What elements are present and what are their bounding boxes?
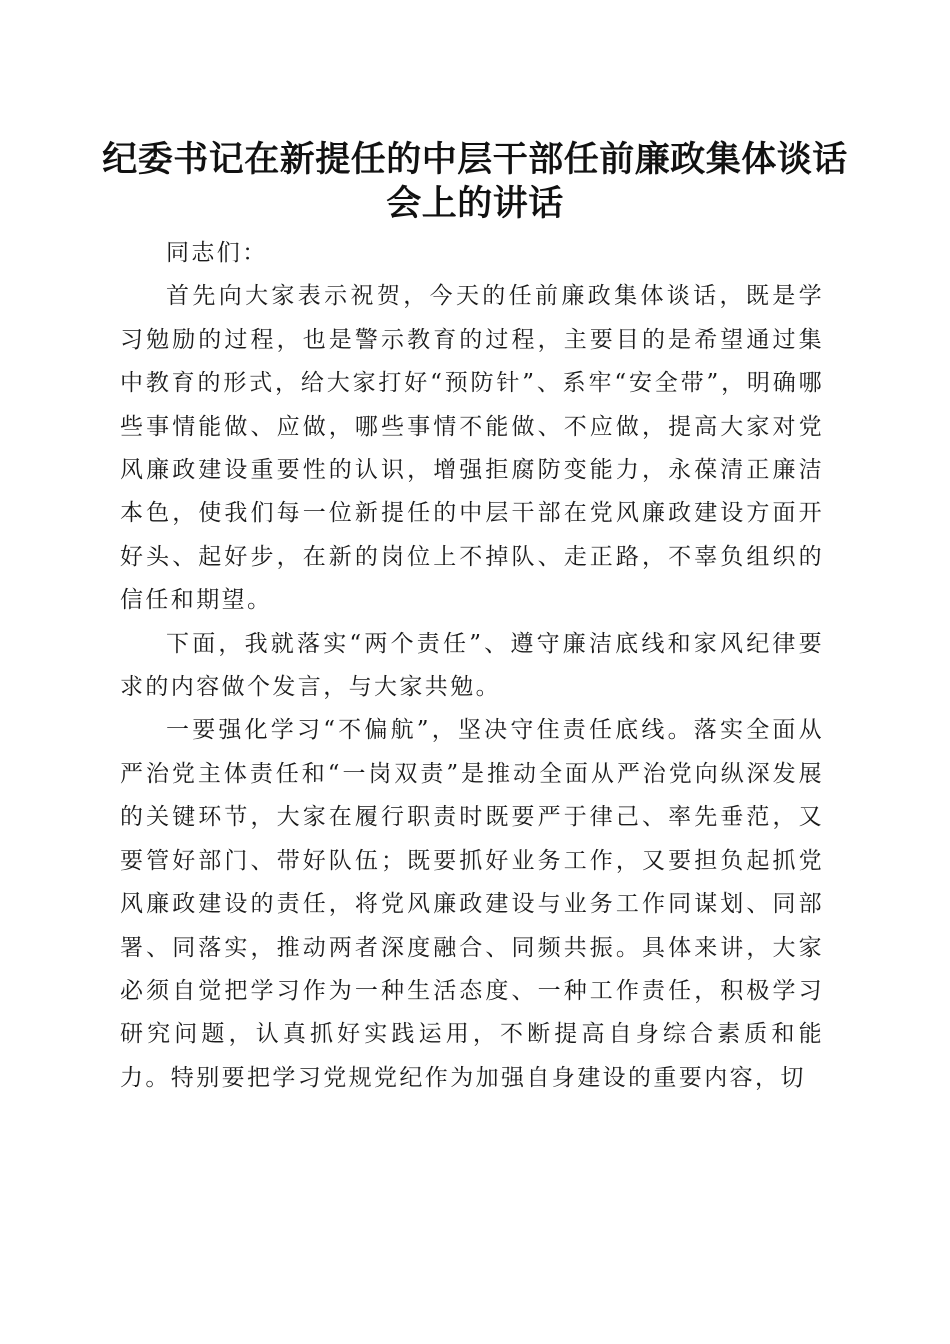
document-body [120, 232, 824, 1100]
paragraph-opening: 首先向大家表示祝贺，今天的任前廉政集体谈话，既是学习勉励的过程，也是警示教育的过程，主要目的是希望通过集中教育的形式，给大家打好“预防针”、系牢“安全带”，明确哪些事情能做、应做，哪些事情不能做、不应做，提高大家对党风廉政建设重要性的认识，增强拒腐防变能力，永葆清正廉洁本色，使我们每一位新提任的中层干部在党风廉政建设方面开好头、起好步，在新的岗位上不掉队、走正路，不辜负组织的信任和期望。 [120, 283, 824, 614]
paragraph-intro: 下面，我就落实“两个责任”、遵守廉洁底线和家风纪律要求的内容做个发言，与大家共勉。 [120, 630, 824, 701]
document-title: 纪委书记在新提任的中层干部任前廉政集体谈话会上的讲话 [102, 139, 848, 224]
salutation-paragraph: 同志们： [166, 240, 268, 266]
paragraph-point-one: 一要强化学习“不偏航”，坚决守住责任底线。落实全面从严治党主体责任和“一岗双责”是推动全面从严治党向纵深发展的关键环节，大家在履行职责时既要严于律己、率先垂范，又要管好部门、带好队伍；既要抓好业务工作，又要担负起抓党风廉政建设的责任，将党风廉政建设与业务工作同谋划、同部署、同落实，推动两者深度融合、同频共振。具体来讲，大家必须自觉把学习作为一种生活态度、一种工作责任，积极学习研究问题，认真抓好实践运用，不断提高自身综合素质和能力。特别要把学习党规党纪作为加强自身建设的重要内容，切 [120, 717, 824, 1091]
